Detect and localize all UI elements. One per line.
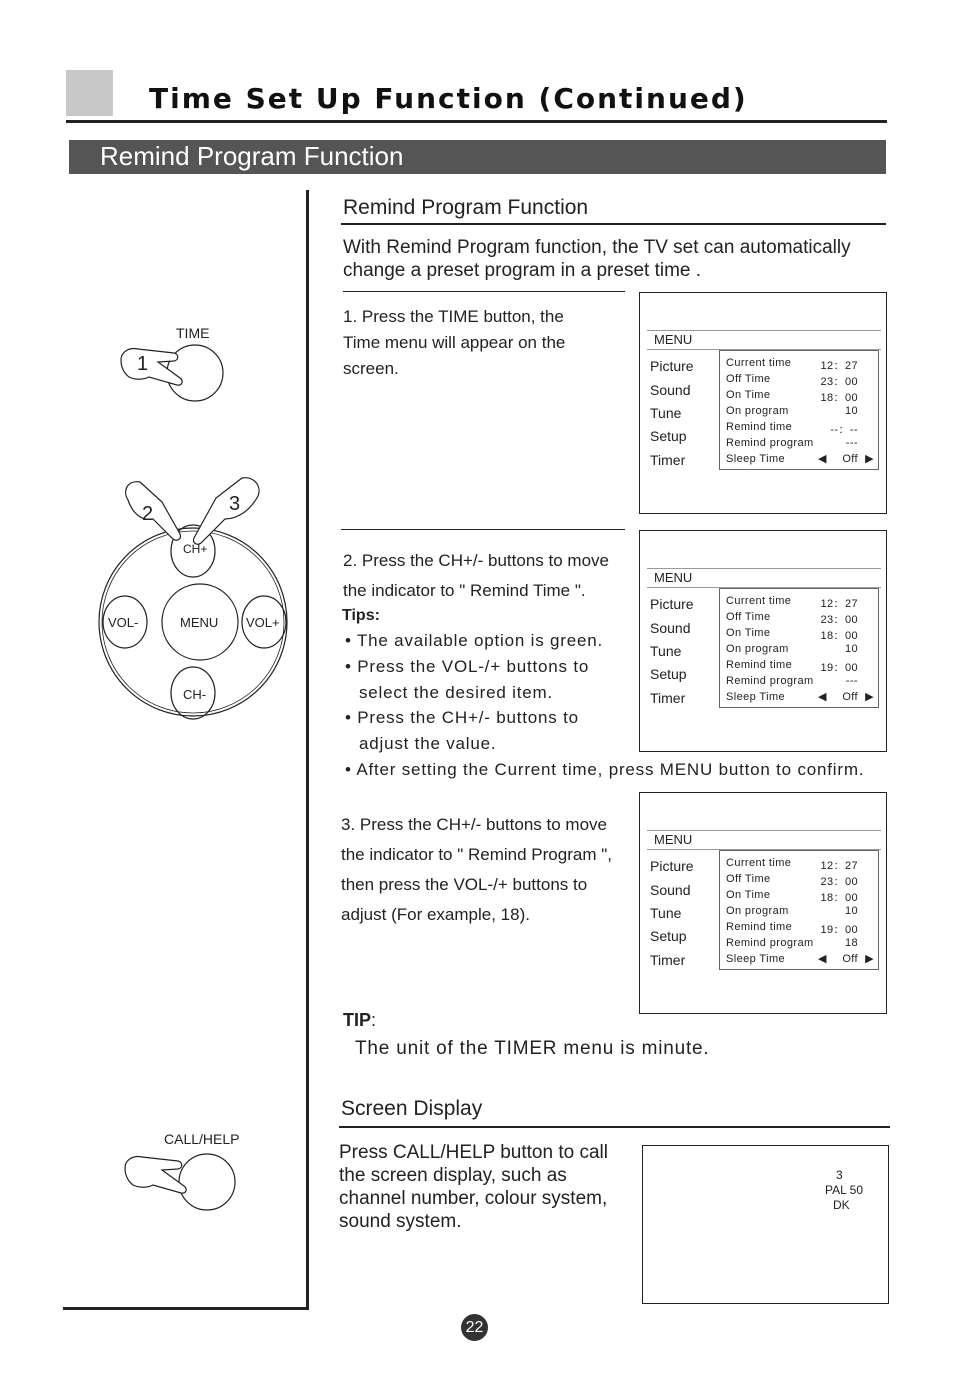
page-title: Time Set Up Function (Continued) bbox=[149, 82, 748, 115]
menu-side-item: Tune bbox=[650, 405, 682, 421]
step-1-line: 1. Press the TIME button, the bbox=[343, 307, 564, 326]
row-value: 19：00 bbox=[820, 924, 858, 936]
menu-side-item: Picture bbox=[650, 596, 694, 612]
right-arrow-icon: ▶ bbox=[865, 691, 874, 703]
menu-row bbox=[726, 889, 874, 904]
menu-header bbox=[647, 830, 881, 850]
screen-display-line: Press CALL/HELP button to call bbox=[339, 1142, 608, 1163]
menu-side-item: Timer bbox=[650, 952, 686, 968]
section-heading: Remind Program Function bbox=[343, 196, 589, 219]
tip-item: • Press the VOL-/+ buttons to bbox=[345, 657, 590, 676]
osd-sound-system: DK bbox=[833, 1198, 850, 1212]
row-label: Remind program bbox=[726, 675, 814, 687]
row-label: Off Time bbox=[726, 373, 771, 385]
step-1-text bbox=[343, 304, 565, 382]
screen-display-line: the screen display, such as bbox=[339, 1165, 567, 1186]
menu-row bbox=[726, 373, 874, 388]
row-label: On Time bbox=[726, 889, 771, 901]
menu-row bbox=[726, 611, 874, 626]
step-2-rule bbox=[341, 529, 625, 530]
menu-row bbox=[726, 421, 874, 436]
section-heading-rule bbox=[341, 223, 886, 225]
row-value: --- bbox=[845, 437, 858, 449]
menu-row bbox=[726, 437, 874, 449]
screen-display-line: sound system. bbox=[339, 1211, 462, 1232]
ch-minus-label: CH- bbox=[183, 687, 207, 702]
menu-row bbox=[726, 953, 874, 965]
menu-screen-3 bbox=[639, 792, 887, 1014]
step-3-marker: 3 bbox=[229, 493, 241, 515]
right-arrow-icon: ▶ bbox=[865, 453, 874, 465]
remote-illustrations bbox=[0, 0, 320, 1300]
row-value: 10 bbox=[844, 643, 858, 655]
left-arrow-icon: ◀ bbox=[818, 453, 827, 465]
row-label: Off Time bbox=[726, 611, 771, 623]
row-label: On program bbox=[726, 405, 789, 417]
row-label: On program bbox=[726, 905, 789, 917]
osd-channel: 3 bbox=[836, 1168, 843, 1182]
menu-row bbox=[726, 937, 874, 949]
menu-side-item: Tune bbox=[650, 905, 682, 921]
menu-header bbox=[647, 568, 881, 588]
row-label: Sleep Time bbox=[726, 953, 786, 965]
menu-side-item: Timer bbox=[650, 452, 686, 468]
menu-row bbox=[726, 453, 874, 465]
row-label: On Time bbox=[726, 389, 771, 401]
right-arrow-icon: ▶ bbox=[865, 953, 874, 965]
osd-colour-system: PAL 50 bbox=[825, 1183, 864, 1197]
row-label: Current time bbox=[726, 357, 792, 369]
menu-screen-1 bbox=[639, 292, 887, 514]
step-3-line: 3. Press the CH+/- buttons to move bbox=[341, 815, 607, 834]
section-banner-text: Remind Program Function bbox=[100, 141, 404, 171]
row-value: 10 bbox=[844, 405, 858, 417]
callhelp-button-circle bbox=[179, 1154, 235, 1210]
step-2-line: the indicator to " Remind Time ". bbox=[343, 581, 586, 600]
menu-row bbox=[726, 691, 874, 703]
row-label: Remind program bbox=[726, 437, 814, 449]
ch-plus-label: CH+ bbox=[183, 542, 208, 556]
row-value: 19：00 bbox=[820, 662, 858, 674]
row-label: Sleep Time bbox=[726, 453, 786, 465]
step-2-text bbox=[343, 546, 609, 606]
step-1-line: Time menu will appear on the bbox=[343, 333, 566, 352]
menu-row bbox=[726, 921, 874, 936]
row-value: Off bbox=[842, 453, 858, 465]
tip-item: • After setting the Current time, press MENU button to confirm. bbox=[345, 760, 865, 779]
menu-header-text: MENU bbox=[654, 570, 693, 585]
menu-row bbox=[726, 405, 874, 417]
row-value: 12：27 bbox=[820, 860, 858, 872]
row-label: Remind time bbox=[726, 421, 793, 433]
tip-label: TIP bbox=[343, 1010, 372, 1030]
timer-submenu bbox=[719, 588, 879, 708]
screen-display-line: channel number, colour system, bbox=[339, 1188, 608, 1209]
menu-row bbox=[726, 627, 874, 642]
hand-callhelp-icon bbox=[125, 1157, 186, 1194]
menu-side-item: Sound bbox=[650, 620, 691, 636]
tip-item: • Press the CH+/- buttons to bbox=[345, 708, 579, 727]
vol-minus-label: VOL- bbox=[108, 615, 139, 630]
menu-header-text: MENU bbox=[654, 832, 693, 847]
page-number: 22 bbox=[461, 1314, 488, 1341]
row-value: 23：00 bbox=[820, 876, 858, 888]
step-1-marker: 1 bbox=[137, 353, 149, 375]
menu-side-item: Picture bbox=[650, 358, 694, 374]
menu-row bbox=[726, 357, 874, 372]
tips-label: Tips: bbox=[342, 607, 380, 624]
osd-screen bbox=[642, 1145, 889, 1304]
tip-item: adjust the value. bbox=[359, 734, 497, 753]
menu-row bbox=[726, 389, 874, 404]
row-value: 12：27 bbox=[820, 360, 858, 372]
step-1-rule bbox=[343, 291, 625, 292]
intro-line-1: With Remind Program function, the TV set can automatically bbox=[343, 237, 851, 258]
row-label: Remind program bbox=[726, 937, 814, 949]
intro-paragraph bbox=[343, 236, 851, 282]
row-value: 23：00 bbox=[820, 376, 858, 388]
step-3-line: then press the VOL-/+ buttons to bbox=[341, 875, 588, 894]
row-value: 18：00 bbox=[820, 630, 858, 642]
timer-submenu bbox=[719, 850, 879, 970]
menu-side-item: Timer bbox=[650, 690, 686, 706]
left-arrow-icon: ◀ bbox=[818, 691, 827, 703]
row-value: 18：00 bbox=[820, 892, 858, 904]
menu-row bbox=[726, 675, 874, 687]
menu-row bbox=[726, 595, 874, 610]
time-button-label: TIME bbox=[176, 325, 210, 341]
row-value: Off bbox=[842, 953, 858, 965]
step-3-text bbox=[341, 810, 612, 930]
menu-screen-2 bbox=[639, 530, 887, 752]
menu-side-item: Setup bbox=[650, 428, 687, 444]
menu-row bbox=[726, 857, 874, 872]
menu-row bbox=[726, 873, 874, 888]
timer-submenu bbox=[719, 350, 879, 470]
row-value: --- bbox=[845, 675, 858, 687]
hand-1-icon bbox=[121, 349, 182, 386]
row-label: Sleep Time bbox=[726, 691, 786, 703]
row-value: 23：00 bbox=[820, 614, 858, 626]
callhelp-button-label: CALL/HELP bbox=[164, 1131, 240, 1147]
row-value: --：-- bbox=[830, 424, 858, 436]
tip-colon: : bbox=[371, 1010, 377, 1030]
menu-button-label: MENU bbox=[180, 615, 219, 630]
row-label: On program bbox=[726, 643, 789, 655]
menu-side-item: Tune bbox=[650, 643, 682, 659]
tip-item: • The available option is green. bbox=[345, 631, 604, 650]
menu-side-item: Sound bbox=[650, 882, 691, 898]
row-value: Off bbox=[842, 691, 858, 703]
step-2-line: 2. Press the CH+/- buttons to move bbox=[343, 551, 609, 570]
menu-row bbox=[726, 643, 874, 655]
step-3-line: adjust (For example, 18). bbox=[341, 905, 530, 924]
step-3-line: the indicator to " Remind Program ", bbox=[341, 845, 612, 864]
row-label: Current time bbox=[726, 595, 792, 607]
row-label: Remind time bbox=[726, 659, 793, 671]
row-label: On Time bbox=[726, 627, 771, 639]
menu-side-item: Setup bbox=[650, 928, 687, 944]
row-label: Off Time bbox=[726, 873, 771, 885]
step-2-marker: 2 bbox=[142, 503, 154, 525]
step-1-line: screen. bbox=[343, 359, 399, 378]
menu-side-item: Setup bbox=[650, 666, 687, 682]
screen-display-heading: Screen Display bbox=[341, 1097, 483, 1120]
row-value: 10 bbox=[844, 905, 858, 917]
screen-display-rule bbox=[339, 1126, 890, 1128]
left-arrow-icon: ◀ bbox=[818, 953, 827, 965]
row-label: Current time bbox=[726, 857, 792, 869]
screen-display-text bbox=[339, 1141, 608, 1233]
tip-item: select the desired item. bbox=[359, 683, 554, 702]
menu-side-item: Sound bbox=[650, 382, 691, 398]
menu-side-item: Picture bbox=[650, 858, 694, 874]
row-label: Remind time bbox=[726, 921, 793, 933]
row-value: 18：00 bbox=[820, 392, 858, 404]
menu-row bbox=[726, 659, 874, 674]
vol-plus-label: VOL+ bbox=[246, 615, 280, 630]
menu-header-text: MENU bbox=[654, 332, 693, 347]
menu-header bbox=[647, 330, 881, 350]
tip-heading bbox=[343, 1010, 376, 1031]
tip-text: The unit of the TIMER menu is minute. bbox=[355, 1038, 710, 1059]
intro-line-2: change a preset program in a preset time . bbox=[343, 260, 702, 281]
column-bottom-rule bbox=[63, 1307, 309, 1310]
menu-row bbox=[726, 905, 874, 917]
row-value: 12：27 bbox=[820, 598, 858, 610]
row-value: 18 bbox=[844, 937, 858, 949]
